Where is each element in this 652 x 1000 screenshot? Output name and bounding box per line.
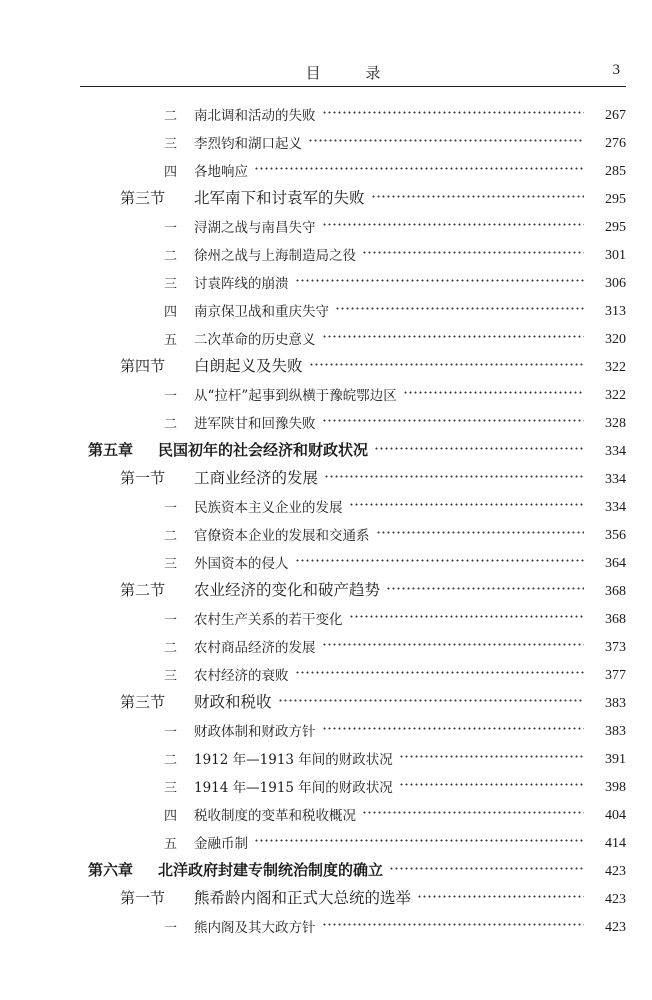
toc-entry-page: 423 [605,892,626,907]
toc-entry-number: 五 [164,333,178,348]
toc-entry-item[interactable] [0,488,652,516]
toc-entry-item[interactable] [0,824,652,852]
toc-entry-number: 第一节 [120,889,166,907]
dot-leader [295,273,585,287]
toc-entry-page: 276 [605,136,626,151]
toc-entry-number: 二 [164,249,178,264]
dot-leader [322,721,585,735]
toc-entry-page: 373 [605,640,626,655]
toc-entry-title: 1914 年—1915 年间的财政状况 [194,780,393,796]
toc-entry-title: 熊内阁及其大政方针 [194,920,316,936]
toc-entry-title: 南北调和活动的失败 [194,108,316,124]
toc-entry-item[interactable] [0,796,652,824]
toc-entry-item[interactable] [0,656,652,684]
toc-entry-section[interactable] [0,460,652,488]
dot-leader [254,161,584,175]
toc-entry-title: 熊希龄内阁和正式大总统的选举 [194,889,412,907]
toc-entry-number: 三 [164,781,178,796]
toc-entry-chapter[interactable] [0,432,652,460]
toc-entry-number: 第二节 [120,581,166,599]
dot-leader [278,693,584,707]
toc-entry-number: 一 [164,389,178,404]
toc-entry-page: 404 [605,808,626,823]
toc-entry-page: 368 [605,584,626,599]
toc-entry-number: 三 [164,137,178,152]
toc-entry-number: 一 [164,613,178,628]
toc-entry-item[interactable] [0,516,652,544]
dot-leader [295,553,585,567]
toc-entry-title: 北洋政府封建专制统治制度的确立 [158,861,384,879]
toc-entry-section[interactable] [0,880,652,908]
toc-entry-page: 322 [605,388,626,403]
dot-leader [322,217,585,231]
toc-entry-page: 322 [605,360,626,375]
toc-entry-title: 白朗起义及失败 [194,357,303,375]
toc-entry-page: 377 [605,668,626,683]
dot-leader [362,805,584,819]
header-title: 目 录 [305,64,401,82]
toc-entry-number: 三 [164,669,178,684]
toc-entry-page: 334 [605,444,626,459]
toc-entry-page: 328 [605,416,626,431]
toc-entry-page: 295 [605,192,626,207]
toc-entry-title: 农村生产关系的若干变化 [194,612,343,628]
toc-entry-number: 一 [164,221,178,236]
toc-entry-title: 农村经济的衰败 [194,668,289,684]
toc-entry-number: 二 [164,109,178,124]
toc-entry-chapter[interactable] [0,852,652,880]
toc-entry-item[interactable] [0,152,652,180]
toc-entry-number: 第五章 [88,441,134,459]
toc-entry-title: 工商业经济的发展 [194,469,319,487]
dot-leader [335,301,584,315]
toc-entry-number: 第一节 [120,469,166,487]
toc-entry-page: 285 [605,164,626,179]
dot-leader [389,861,584,875]
toc-entry-title: 民国初年的社会经济和财政状况 [158,441,369,459]
toc-entry-page: 391 [605,752,626,767]
toc-entry-number: 二 [164,641,178,656]
dot-leader [324,469,584,483]
dot-leader [371,189,584,203]
toc-entry-title: 财政体制和财政方针 [194,724,316,740]
dot-leader [322,637,585,651]
dot-leader [308,133,584,147]
toc-entry-title: 金融币制 [194,836,248,852]
toc-entry-item[interactable] [0,908,652,936]
toc-entry-number: 二 [164,753,178,768]
dot-leader [322,917,585,931]
toc-entry-section[interactable] [0,180,652,208]
toc-entry-page: 295 [605,220,626,235]
toc-entry-page: 320 [605,332,626,347]
toc-entry-item[interactable] [0,96,652,124]
dot-leader [349,609,585,623]
toc-entry-number: 一 [164,725,178,740]
dot-leader [403,385,584,399]
toc-entry-item[interactable] [0,768,652,796]
toc-entry-section[interactable] [0,684,652,712]
toc-entry-page: 356 [605,528,626,543]
toc-entry-item[interactable] [0,264,652,292]
toc-entry-title: 徐州之战与上海制造局之役 [194,248,356,264]
toc-entry-title: 讨袁阵线的崩溃 [194,276,289,292]
toc-entry-item[interactable] [0,376,652,404]
toc-entry-page: 368 [605,612,626,627]
toc-entry-number: 四 [164,165,178,180]
toc-entry-title: 进军陕甘和回豫失败 [194,416,316,432]
toc-entry-section[interactable] [0,572,652,600]
toc-entry-page: 423 [605,920,626,935]
dot-leader [417,889,584,903]
toc-entry-title: 各地响应 [194,164,248,180]
toc-entry-title: 南京保卫战和重庆失守 [194,304,329,320]
dot-leader [362,245,584,259]
toc-entry-number: 二 [164,529,178,544]
dot-leader [399,749,584,763]
toc-entry-title: 二次革命的历史意义 [194,332,316,348]
toc-entry-page: 301 [605,248,626,263]
dot-leader [309,357,584,371]
toc-entry-title: 从“拉杆”起事到纵横于豫皖鄂边区 [194,388,397,404]
toc-entry-page: 313 [605,304,626,319]
toc-entry-item[interactable] [0,628,652,656]
dot-leader [374,441,584,455]
toc-entry-number: 第四节 [120,357,166,375]
toc-entry-number: 五 [164,837,178,852]
dot-leader [349,497,585,511]
running-header [80,58,626,87]
dot-leader [254,833,584,847]
toc-entry-section[interactable] [0,348,652,376]
toc-entry-title: 税收制度的变革和税收概况 [194,808,356,824]
dot-leader [399,777,584,791]
toc-entry-page: 423 [605,864,626,879]
toc-entry-title: 北军南下和讨袁军的失败 [194,189,365,207]
toc-entry-title: 李烈钧和湖口起义 [194,136,302,152]
toc-entry-page: 398 [605,780,626,795]
dot-leader [322,105,585,119]
toc-entry-number: 三 [164,277,178,292]
toc-entry-title: 1912 年—1913 年间的财政状况 [194,752,393,768]
toc-entry-item[interactable] [0,544,652,572]
toc-entry-number: 一 [164,921,178,936]
dot-leader [376,525,585,539]
toc-entry-item[interactable] [0,712,652,740]
toc-entry-number: 第三节 [120,189,166,207]
toc-entry-item[interactable] [0,208,652,236]
toc-entry-number: 一 [164,501,178,516]
toc-entry-item[interactable] [0,292,652,320]
toc-entry-number: 四 [164,809,178,824]
toc-entry-page: 383 [605,724,626,739]
dot-leader [322,413,585,427]
toc-entry-number: 第三节 [120,693,166,711]
toc-entry-item[interactable] [0,404,652,432]
toc-entry-title: 浔湖之战与南昌失守 [194,220,316,236]
toc-entry-title: 农村商品经济的发展 [194,640,316,656]
toc-entry-number: 四 [164,305,178,320]
dot-leader [295,665,585,679]
toc-entry-page: 267 [605,108,626,123]
toc-entry-title: 财政和税收 [194,693,272,711]
toc-entry-page: 334 [605,500,626,515]
toc-entry-item[interactable] [0,320,652,348]
toc-entry-page: 414 [605,836,626,851]
toc-entry-title: 官僚资本企业的发展和交通系 [194,528,370,544]
toc-entry-page: 383 [605,696,626,711]
toc-entry-page: 306 [605,276,626,291]
dot-leader [386,581,584,595]
toc-entry-page: 334 [605,472,626,487]
toc-entry-number: 二 [164,417,178,432]
toc-entry-item[interactable] [0,600,652,628]
toc-entry-number: 第六章 [88,861,134,879]
toc-entry-title: 民族资本主义企业的发展 [194,500,343,516]
toc-entry-item[interactable] [0,740,652,768]
toc-entry-number: 三 [164,557,178,572]
toc-entry-item[interactable] [0,236,652,264]
dot-leader [322,329,585,343]
page-number: 3 [612,62,620,78]
toc-entry-title: 农业经济的变化和破产趋势 [194,581,381,599]
toc-entry-item[interactable] [0,124,652,152]
toc-entry-page: 364 [605,556,626,571]
toc-entry-title: 外国资本的侵人 [194,556,289,572]
